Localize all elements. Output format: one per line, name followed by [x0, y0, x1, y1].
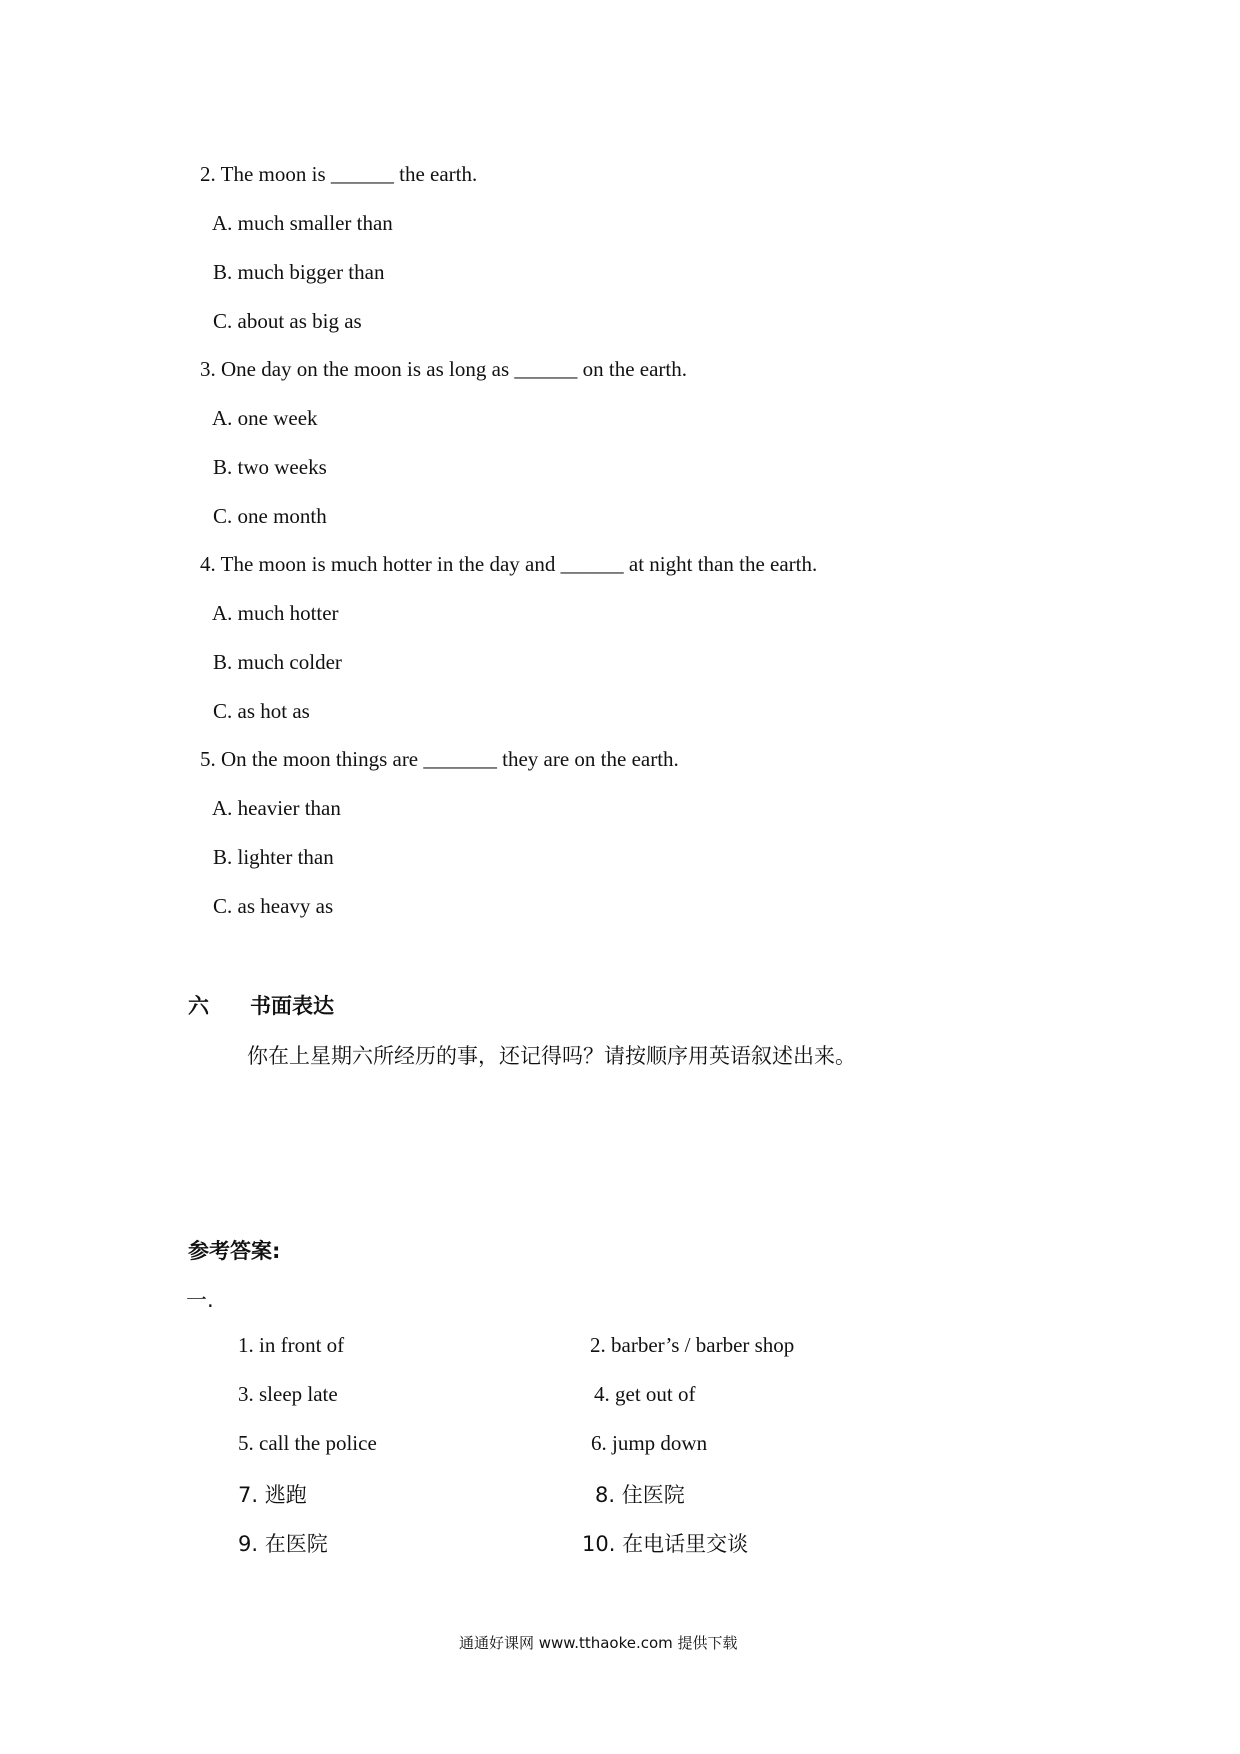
- question-4-option-b: B. much colder: [213, 650, 342, 674]
- answer-item-10: 10. 在电话里交谈: [582, 1532, 749, 1556]
- answer-key-heading: 参考答案:: [188, 1239, 281, 1263]
- answer-item-4: 4. get out of: [594, 1382, 696, 1406]
- question-3-option-b: B. two weeks: [213, 455, 327, 479]
- section-prompt: 你在上星期六所经历的事，还记得吗？请按顺序用英语叙述出来。: [247, 1044, 856, 1068]
- page-footer: 通通好课网 www.tthaoke.com 提供下载: [459, 1634, 738, 1652]
- question-2-option-c: C. about as big as: [213, 309, 362, 333]
- question-5-option-c: C. as heavy as: [213, 894, 334, 918]
- question-5-option-a: A. heavier than: [212, 796, 341, 820]
- question-2-option-a: A. much smaller than: [212, 211, 393, 235]
- question-3-option-c: C. one month: [213, 504, 327, 528]
- question-5-stem: 5. On the moon things are _______ they are on the earth.: [200, 747, 679, 771]
- answer-item-3: 3. sleep late: [238, 1382, 338, 1406]
- question-4-option-a: A. much hotter: [212, 601, 339, 625]
- answer-item-7: 7. 逃跑: [238, 1483, 307, 1507]
- question-2-option-b: B. much bigger than: [213, 260, 385, 284]
- section-number: 六: [188, 994, 209, 1018]
- answer-item-8: 8. 住医院: [595, 1483, 685, 1507]
- answer-item-1: 1. in front of: [238, 1333, 345, 1357]
- answer-item-9: 9. 在医院: [238, 1532, 328, 1556]
- question-3-option-a: A. one week: [212, 406, 318, 430]
- answer-item-6: 6. jump down: [591, 1431, 708, 1455]
- question-2-stem: 2. The moon is ______ the earth.: [200, 162, 478, 186]
- answer-item-2: 2. barber’s / barber shop: [590, 1333, 795, 1357]
- answer-item-5: 5. call the police: [238, 1431, 377, 1455]
- question-4-option-c: C. as hot as: [213, 699, 310, 723]
- answer-part-label: 一.: [186, 1288, 214, 1312]
- section-title: 书面表达: [250, 994, 334, 1018]
- question-5-option-b: B. lighter than: [213, 845, 334, 869]
- question-3-stem: 3. One day on the moon is as long as ______ on the earth.: [200, 357, 687, 381]
- question-4-stem: 4. The moon is much hotter in the day and ______ at night than the earth.: [200, 552, 818, 576]
